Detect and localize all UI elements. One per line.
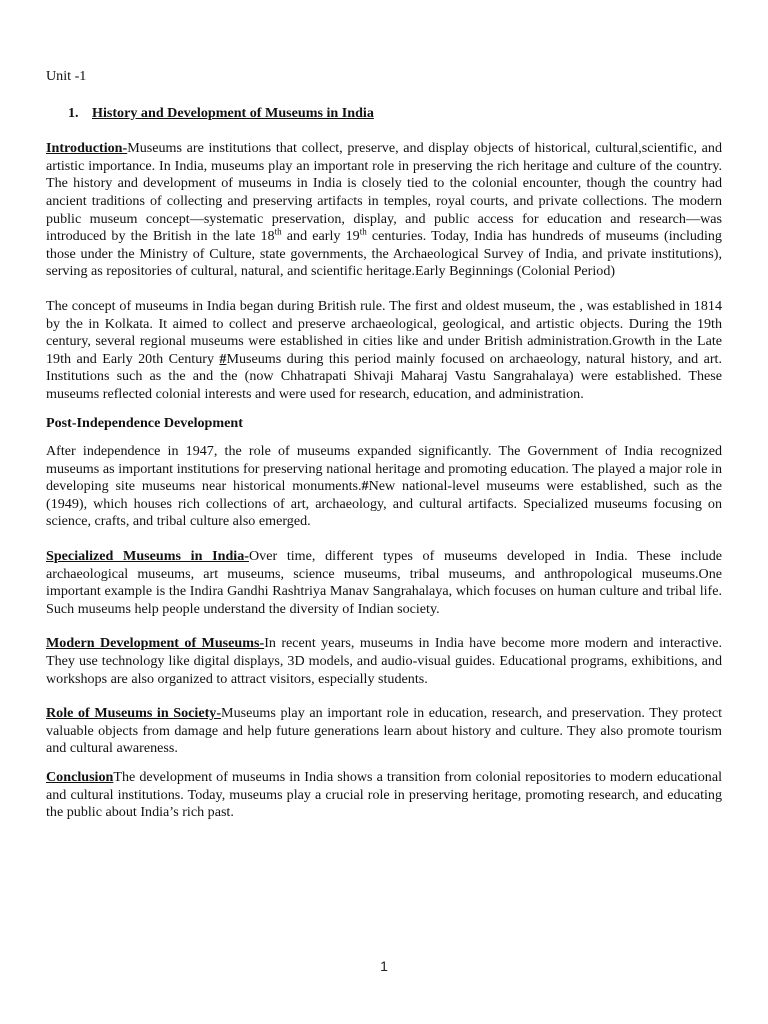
section-title: History and Development of Museums in India (92, 104, 374, 121)
introduction-text-a: Museums are institutions that collect, preserve, and display objects of historical, cultural,scientific, and artistic importance. In India, museums play an important role in preserving the rich heritage and culture of the country. The history and development of museums in India is closely tied to the colonial encounter, though the country had ancient traditions of collecting and preserving artifacts in temples, royal courts, and private collections. The modern public museum concept—systematic preservation, display, and public access for education and research—was introduced by the British in the late 18 (46, 140, 722, 245)
role-paragraph (46, 705, 722, 758)
colonial-text-a: The concept of museums in India began during British rule. The first and oldest museum, the , was established in 1814 by the in Kolkata. It aimed to collect and preserve archaeological, geological, and artistic objects. During the 19th century, several regional museums were established in cities like and under British administration.Growth in the Late 19th and Early 20th Century (46, 297, 722, 367)
colonial-text-b: Museums during this period mainly focused on archaeology, natural history, and art. Institutions such as the and the (now Chhatrapati Shivaji Maharaj Vastu Sangrahalaya) were established. These museums reflected colonial interests and were used for research, education, and administration. (46, 350, 722, 402)
specialized-text: Over time, different types of museums developed in India. These include archaeological museums, art museums, science museums, tribal museums, and anthropological museums.One important example is the Indira Gandhi Rashtriya Manav Sangrahalaya, which focuses on human culture and tribal life. Such museums help people understand the diversity of Indian society. (46, 548, 723, 617)
introduction-lead: Introduction- (46, 140, 128, 157)
post-independence-text-a: After independence in 1947, the role of museums expanded significantly. The Government of India recognized museums as important institutions for preserving national heritage and promoting education. The played a major role in developing site museums near historical monuments. (46, 443, 722, 495)
unit-label: Unit -1 (46, 68, 87, 84)
section-heading (46, 105, 722, 123)
hash-marker: # (361, 478, 369, 495)
conclusion-text: The development of museums in India shows a transition from colonial repositories to modern educational and cultural institutions. Today, museums play a crucial role in preserving heritage, promoting research, and educating the public about India’s rich past. (46, 769, 722, 821)
superscript-th-b: th (359, 226, 367, 237)
role-text: Museums play an important role in education, research, and preservation. They protect valuable objects from damage and help future generations learn about history and culture. They also promote tourism and cultural awareness. (46, 705, 722, 757)
specialized-lead: Specialized Museums in India- (46, 548, 249, 565)
post-independence-text-b: New national-level museums were established, such as the (1949), which houses rich collections of art, archaeology, and cultural artifacts. Specialized museums focusing on science, crafts, and tribal culture also emerged. (46, 478, 723, 530)
conclusion-paragraph (46, 769, 722, 822)
post-independence-paragraph (46, 443, 722, 531)
conclusion-lead: Conclusion (46, 769, 114, 785)
modern-text: In recent years, museums in India have become more modern and interactive. They use technology like digital displays, 3D models, and audio-visual guides. Educational programs, exhibitions, and workshops are also organized to attract visitors, especially students. (46, 635, 722, 687)
introduction-text-b: and early 19 (281, 228, 360, 245)
specialized-paragraph (46, 548, 722, 618)
hash-marker: # (219, 350, 227, 367)
section-number: 1. (68, 104, 79, 121)
superscript-th-a: th (274, 226, 282, 237)
document-page (46, 68, 722, 822)
introduction-paragraph (46, 140, 722, 281)
post-independence-heading: Post-Independence Development (46, 414, 243, 431)
introduction-text-c: centuries. Today, India has hundreds of museums (including those under the Ministry of Culture, state governments, the Archaeological Survey of India, and private institutions), serving as repositories of cultural, natural, and scientific heritage.Early Beginnings (Colonial Period) (46, 228, 722, 280)
modern-paragraph (46, 635, 722, 688)
modern-lead: Modern Development of Museums- (46, 635, 265, 652)
colonial-paragraph (46, 298, 722, 404)
page-number: 1 (380, 958, 388, 974)
role-lead: Role of Museums in Society- (46, 705, 222, 722)
